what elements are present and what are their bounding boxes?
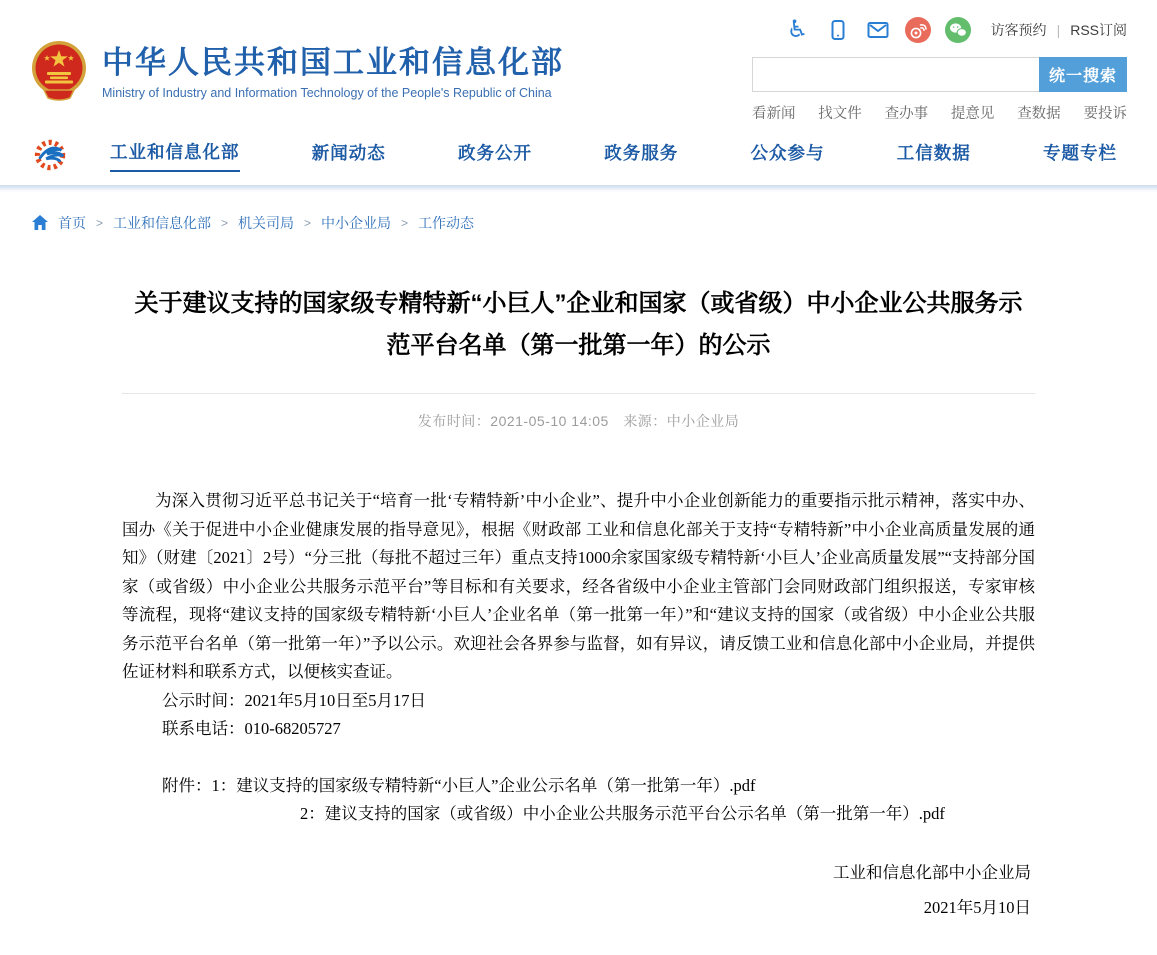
title-divider bbox=[122, 393, 1035, 394]
breadcrumb-separator: > bbox=[221, 216, 229, 230]
link-separator: | bbox=[1056, 22, 1061, 38]
attachment-line-1 bbox=[162, 772, 1035, 801]
miit-logo-icon bbox=[32, 136, 70, 174]
contact-phone: 联系电话：010-68205727 bbox=[162, 719, 341, 738]
visitor-appointment-link[interactable]: 访客预约 bbox=[990, 22, 1047, 38]
nav-item-news[interactable]: 新闻动态 bbox=[311, 142, 386, 163]
quick-link-services[interactable]: 查办事 bbox=[884, 106, 929, 122]
breadcrumb-separator: > bbox=[401, 216, 409, 230]
breadcrumb bbox=[0, 193, 1157, 247]
utility-bar bbox=[752, 14, 1127, 46]
nav-item-special[interactable]: 专题专栏 bbox=[1043, 142, 1117, 163]
signature-date: 2021年5月10日 bbox=[923, 897, 1031, 917]
site-subtitle: Ministry of Industry and Information Technology of the People's Republic of China bbox=[102, 85, 552, 100]
nav-item-participation[interactable]: 公众参与 bbox=[750, 142, 825, 163]
article-source: 来源：中小企业局 bbox=[623, 413, 740, 429]
quick-link-complaint[interactable]: 要投诉 bbox=[1083, 106, 1127, 122]
publish-time: 发布时间：2021-05-10 14:05 bbox=[417, 413, 609, 429]
rss-link[interactable]: RSS订阅 bbox=[1070, 22, 1127, 38]
site-title: 中华人民共和国工业和信息化部 bbox=[102, 44, 564, 80]
accessibility-icon[interactable]: ♿ bbox=[786, 16, 809, 43]
nav-item-gov-open[interactable]: 政务公开 bbox=[458, 142, 532, 163]
quick-link-news[interactable]: 看新闻 bbox=[752, 106, 796, 122]
breadcrumb-separator: > bbox=[96, 216, 104, 230]
attachment-link-2[interactable]: 2：建议支持的国家（或省级）中小企业公共服务示范平台公示名单（第一批第一年）.pdf bbox=[300, 804, 945, 823]
weibo-icon[interactable] bbox=[905, 17, 931, 43]
wechat-icon[interactable] bbox=[945, 17, 971, 43]
quick-link-files[interactable]: 找文件 bbox=[818, 106, 862, 122]
mobile-icon[interactable] bbox=[825, 17, 851, 43]
site-header bbox=[0, 0, 1157, 125]
signature-org: 工业和信息化部中小企业局 bbox=[833, 862, 1031, 882]
main-nav bbox=[0, 125, 1157, 185]
attachment-label: 附件： bbox=[162, 775, 212, 795]
attachment-link-1[interactable]: 1：建议支持的国家级专精特新“小巨人”企业公示名单（第一批第一年）.pdf bbox=[211, 775, 756, 795]
quick-links bbox=[752, 102, 1127, 123]
search-bar bbox=[752, 57, 1127, 92]
nav-item-data[interactable]: 工信数据 bbox=[896, 142, 971, 163]
breadcrumb-sme-bureau[interactable]: 中小企业局 bbox=[321, 215, 392, 231]
breadcrumb-miit[interactable]: 工业和信息化部 bbox=[113, 215, 212, 231]
article-body bbox=[122, 487, 1035, 925]
signature-block bbox=[122, 855, 1035, 925]
notice-period: 公示时间：2021年5月10日至5月17日 bbox=[162, 690, 426, 710]
article-paragraph: 为深入贯彻习近平总书记关于“培育一批‘专精特新’中小企业”、提升中小企业创新能力的重要指示批示精神，落实中办、国办《关于促进中小企业健康发展的指导意见》，根据《财政部 工业和信息化部关于支持“专精特新”中小企业高质量发展的通知》（财建〔2021〕2号）“分三批（每批不超过三年）重点支持1000余家国家级专精特新‘小巨人’企业高质量发展”“支持部分国家（或省级）中小企业公共服务示范平台”等目标和有关要求，经各省级中小企业主管部门会同财政部门组织报送，专家审核等流程，现将“建议支持的国家级专精特新‘小巨人’企业名单（第一批第一年）”和“建议支持的国家（或省级）中小企业公共服务示范平台名单（第一批第一年）”予以公示。欢迎社会各界参与监督，如有异议，请反馈工业和信息化部中小企业局，并提供佐证材料和联系方式，以便核实查证。 bbox=[122, 491, 1035, 681]
quick-link-suggest[interactable]: 提意见 bbox=[950, 106, 995, 122]
nav-divider bbox=[0, 185, 1157, 193]
article bbox=[122, 283, 1035, 925]
breadcrumb-home[interactable]: 首页 bbox=[58, 215, 86, 231]
breadcrumb-departments[interactable]: 机关司局 bbox=[238, 215, 295, 231]
search-input[interactable] bbox=[752, 57, 1039, 92]
article-meta bbox=[122, 411, 1035, 431]
mail-icon[interactable] bbox=[865, 17, 891, 43]
attachment-line-2 bbox=[300, 800, 1035, 829]
home-icon[interactable] bbox=[32, 215, 48, 231]
nav-item-gov-service[interactable]: 政务服务 bbox=[604, 142, 679, 163]
breadcrumb-separator: > bbox=[304, 216, 312, 230]
site-brand[interactable] bbox=[30, 38, 564, 106]
nav-item-miit[interactable]: 工业和信息化部 bbox=[110, 139, 240, 172]
breadcrumb-work-news[interactable]: 工作动态 bbox=[418, 215, 475, 231]
national-emblem-icon bbox=[30, 38, 88, 106]
search-button[interactable]: 统一搜索 bbox=[1039, 57, 1127, 92]
quick-link-data[interactable]: 查数据 bbox=[1017, 106, 1061, 122]
page-title: 关于建议支持的国家级专精特新“小巨人”企业和国家（或省级）中小企业公共服务示范平台名单（第一批第一年）的公示 bbox=[134, 290, 1023, 359]
